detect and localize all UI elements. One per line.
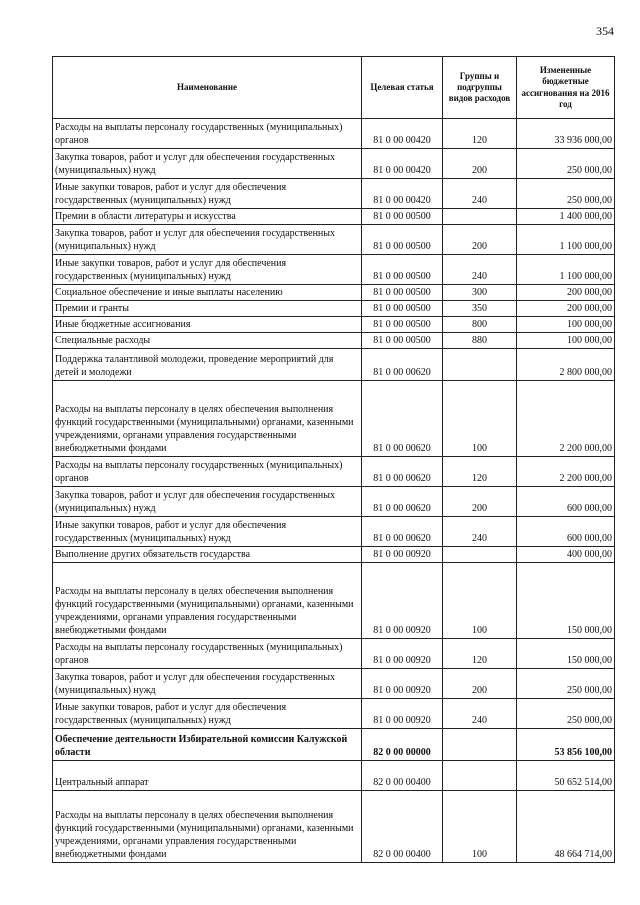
table-row	[53, 381, 615, 457]
row-group: 200	[443, 225, 517, 255]
row-name: Иные закупки товаров, работ и услуг для обеспечения государственных (муниципальных) нужд	[53, 255, 362, 285]
row-code: 81 0 00 00500	[362, 255, 443, 285]
table-row	[53, 547, 615, 563]
row-amount: 250 000,00	[517, 179, 615, 209]
table-row	[53, 729, 615, 761]
table-row	[53, 317, 615, 333]
row-code: 81 0 00 00920	[362, 563, 443, 639]
row-amount: 200 000,00	[517, 285, 615, 301]
row-code: 81 0 00 00620	[362, 349, 443, 381]
table-row	[53, 349, 615, 381]
row-group: 120	[443, 639, 517, 669]
row-code: 82 0 00 00400	[362, 791, 443, 863]
row-code: 82 0 00 00000	[362, 729, 443, 761]
row-amount: 2 800 000,00	[517, 349, 615, 381]
header-target: Целевая статья	[362, 57, 443, 119]
row-code: 81 0 00 00920	[362, 547, 443, 563]
row-name: Поддержка талантливой молодежи, проведение мероприятий для детей и молодежи	[53, 349, 362, 381]
row-group: 350	[443, 301, 517, 317]
row-code: 81 0 00 00420	[362, 119, 443, 149]
row-amount: 400 000,00	[517, 547, 615, 563]
row-amount: 100 000,00	[517, 317, 615, 333]
row-amount: 600 000,00	[517, 487, 615, 517]
row-group: 120	[443, 457, 517, 487]
table-row	[53, 119, 615, 149]
row-group	[443, 547, 517, 563]
row-amount: 1 400 000,00	[517, 209, 615, 225]
row-amount: 250 000,00	[517, 669, 615, 699]
table-row	[53, 301, 615, 317]
table-row	[53, 669, 615, 699]
row-code: 81 0 00 00920	[362, 699, 443, 729]
row-group: 800	[443, 317, 517, 333]
row-name: Расходы на выплаты персоналу в целях обеспечения выполнения функций государственными (муниципальными) органами, казенными учреждениями, органами управления государственными внебюджетными фондами	[53, 563, 362, 639]
row-name: Иные закупки товаров, работ и услуг для обеспечения государственных (муниципальных) нужд	[53, 179, 362, 209]
row-code: 81 0 00 00500	[362, 317, 443, 333]
row-name: Расходы на выплаты персоналу государственных (муниципальных) органов	[53, 457, 362, 487]
table-row	[53, 255, 615, 285]
row-code: 81 0 00 00920	[362, 639, 443, 669]
row-group: 240	[443, 179, 517, 209]
row-amount: 250 000,00	[517, 699, 615, 729]
row-amount: 1 100 000,00	[517, 255, 615, 285]
row-group: 240	[443, 255, 517, 285]
row-name: Закупка товаров, работ и услуг для обеспечения государственных (муниципальных) нужд	[53, 669, 362, 699]
row-name: Закупка товаров, работ и услуг для обеспечения государственных (муниципальных) нужд	[53, 225, 362, 255]
table-row	[53, 761, 615, 791]
row-name: Специальные расходы	[53, 333, 362, 349]
row-name: Закупка товаров, работ и услуг для обеспечения государственных (муниципальных) нужд	[53, 487, 362, 517]
row-group: 200	[443, 487, 517, 517]
table-row	[53, 563, 615, 639]
row-code: 81 0 00 00620	[362, 487, 443, 517]
row-group: 100	[443, 381, 517, 457]
row-name: Иные бюджетные ассигнования	[53, 317, 362, 333]
row-name: Премии в области литературы и искусства	[53, 209, 362, 225]
row-amount: 600 000,00	[517, 517, 615, 547]
row-amount: 48 664 714,00	[517, 791, 615, 863]
row-code: 81 0 00 00500	[362, 209, 443, 225]
row-code: 81 0 00 00620	[362, 381, 443, 457]
budget-table	[52, 56, 615, 863]
table-row	[53, 209, 615, 225]
row-amount: 2 200 000,00	[517, 457, 615, 487]
row-name: Выполнение других обязательств государства	[53, 547, 362, 563]
row-amount: 150 000,00	[517, 563, 615, 639]
row-name: Центральный аппарат	[53, 761, 362, 791]
table-header-row	[53, 57, 615, 119]
table-row	[53, 149, 615, 179]
row-group: 100	[443, 791, 517, 863]
row-group: 200	[443, 149, 517, 179]
header-groups: Группы и подгруппы видов расходов	[443, 57, 517, 119]
row-code: 81 0 00 00500	[362, 285, 443, 301]
row-name: Социальное обеспечение и иные выплаты населению	[53, 285, 362, 301]
row-name: Расходы на выплаты персоналу в целях обеспечения выполнения функций государственными (муниципальными) органами, казенными учреждениями, органами управления государственными внебюджетными фондами	[53, 791, 362, 863]
row-group: 120	[443, 119, 517, 149]
row-code: 81 0 00 00620	[362, 457, 443, 487]
row-amount: 250 000,00	[517, 149, 615, 179]
table-row	[53, 791, 615, 863]
row-name: Обеспечение деятельности Избирательной комиссии Калужской области	[53, 729, 362, 761]
table-row	[53, 333, 615, 349]
row-code: 82 0 00 00400	[362, 761, 443, 791]
header-amount: Измененные бюджетные ассигнования на 2016 год	[517, 57, 615, 119]
row-name: Иные закупки товаров, работ и услуг для обеспечения государственных (муниципальных) нужд	[53, 517, 362, 547]
row-amount: 50 652 514,00	[517, 761, 615, 791]
row-amount: 1 100 000,00	[517, 225, 615, 255]
row-group	[443, 209, 517, 225]
table-row	[53, 639, 615, 669]
row-group	[443, 761, 517, 791]
row-code: 81 0 00 00500	[362, 225, 443, 255]
table-row	[53, 457, 615, 487]
row-amount: 200 000,00	[517, 301, 615, 317]
table-row	[53, 225, 615, 255]
row-name: Расходы на выплаты персоналу в целях обеспечения выполнения функций государственными (муниципальными) органами, казенными учреждениями, органами управления государственными внебюджетными фондами	[53, 381, 362, 457]
table-row	[53, 487, 615, 517]
row-group: 240	[443, 517, 517, 547]
page-number: 354	[596, 24, 614, 38]
row-name: Расходы на выплаты персоналу государственных (муниципальных) органов	[53, 119, 362, 149]
table-row	[53, 179, 615, 209]
row-group	[443, 349, 517, 381]
table-row	[53, 285, 615, 301]
row-code: 81 0 00 00620	[362, 517, 443, 547]
header-name: Наименование	[53, 57, 362, 119]
row-name: Закупка товаров, работ и услуг для обеспечения государственных (муниципальных) нужд	[53, 149, 362, 179]
row-group: 880	[443, 333, 517, 349]
table-row	[53, 699, 615, 729]
row-amount: 100 000,00	[517, 333, 615, 349]
row-amount: 53 856 100,00	[517, 729, 615, 761]
row-group: 240	[443, 699, 517, 729]
row-code: 81 0 00 00420	[362, 149, 443, 179]
row-group: 100	[443, 563, 517, 639]
row-amount: 33 936 000,00	[517, 119, 615, 149]
row-name: Расходы на выплаты персоналу государственных (муниципальных) органов	[53, 639, 362, 669]
row-code: 81 0 00 00420	[362, 179, 443, 209]
row-group: 200	[443, 669, 517, 699]
table-row	[53, 517, 615, 547]
row-group: 300	[443, 285, 517, 301]
row-code: 81 0 00 00920	[362, 669, 443, 699]
row-name: Иные закупки товаров, работ и услуг для обеспечения государственных (муниципальных) нужд	[53, 699, 362, 729]
row-amount: 2 200 000,00	[517, 381, 615, 457]
row-code: 81 0 00 00500	[362, 301, 443, 317]
row-amount: 150 000,00	[517, 639, 615, 669]
row-group	[443, 729, 517, 761]
row-name: Премии и гранты	[53, 301, 362, 317]
row-code: 81 0 00 00500	[362, 333, 443, 349]
